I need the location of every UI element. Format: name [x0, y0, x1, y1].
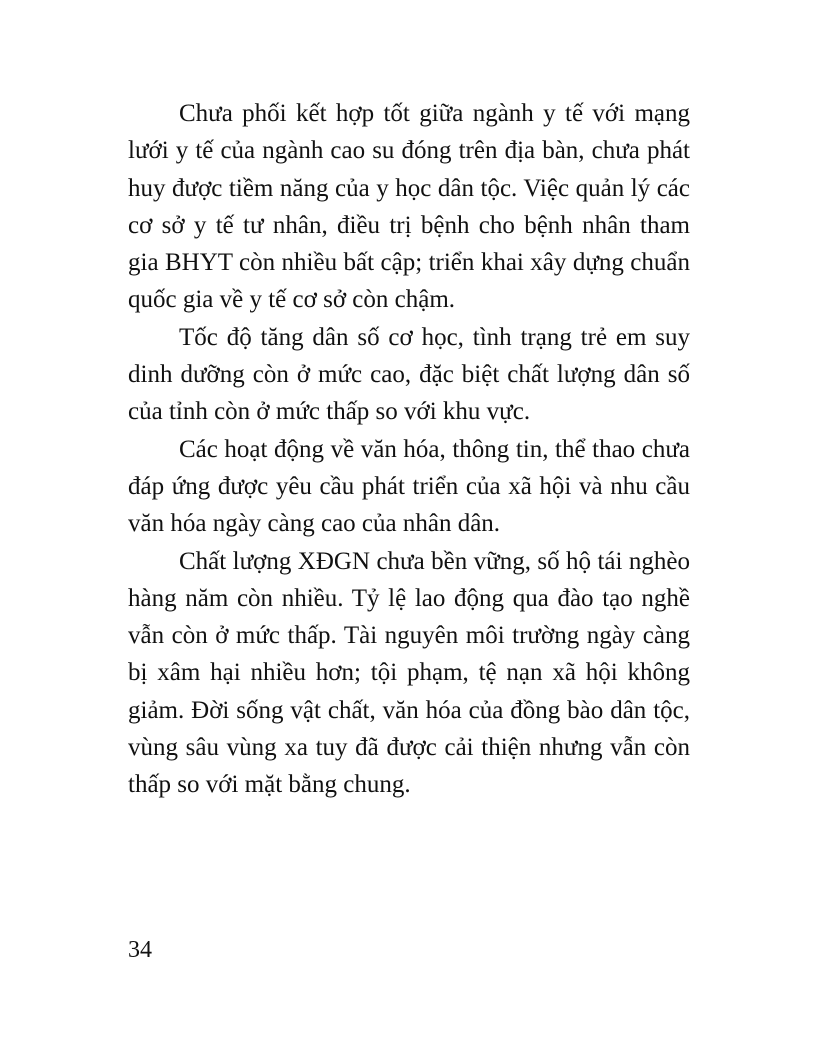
- paragraph-population: Tốc độ tăng dân số cơ học, tình trạng trẻ em suy dinh dưỡng còn ở mức cao, đặc biệt chất lượng dân số của tỉnh còn ở mức thấp so với khu vực.: [128, 323, 690, 426]
- paragraph-health: Chưa phối kết hợp tốt giữa ngành y tế với mạng lưới y tế của ngành cao su đóng trên địa bàn, chưa phát huy được tiềm năng của y học dân tộc. Việc quản lý các cơ sở y tế tư nhân, điều trị bệnh cho bệnh nhân tham gia BHYT còn nhiều bất cập; triển khai xây dựng chuẩn quốc gia về y tế cơ sở còn chậm.: [128, 100, 690, 314]
- paragraph-poverty: Chất lượng XĐGN chưa bền vững, số hộ tái nghèo hàng năm còn nhiều. Tỷ lệ lao động qua đào tạo nghề vẫn còn ở mức thấp. Tài nguyên môi trường ngày càng bị xâm hại nhiều hơn; tội phạm, tệ nạn xã hội không giảm. Đời sống vật chất, văn hóa của đồng bào dân tộc, vùng sâu vùng xa tuy đã được cải thiện nhưng vẫn còn thấp so với mặt bằng chung.: [128, 547, 690, 799]
- paragraph-culture: Các hoạt động về văn hóa, thông tin, thể thao chưa đáp ứng được yêu cầu phát triển của xã hội và nhu cầu văn hóa ngày càng cao của nhân dân.: [128, 435, 690, 538]
- page-body: [128, 95, 690, 804]
- page-number: 34: [128, 937, 152, 963]
